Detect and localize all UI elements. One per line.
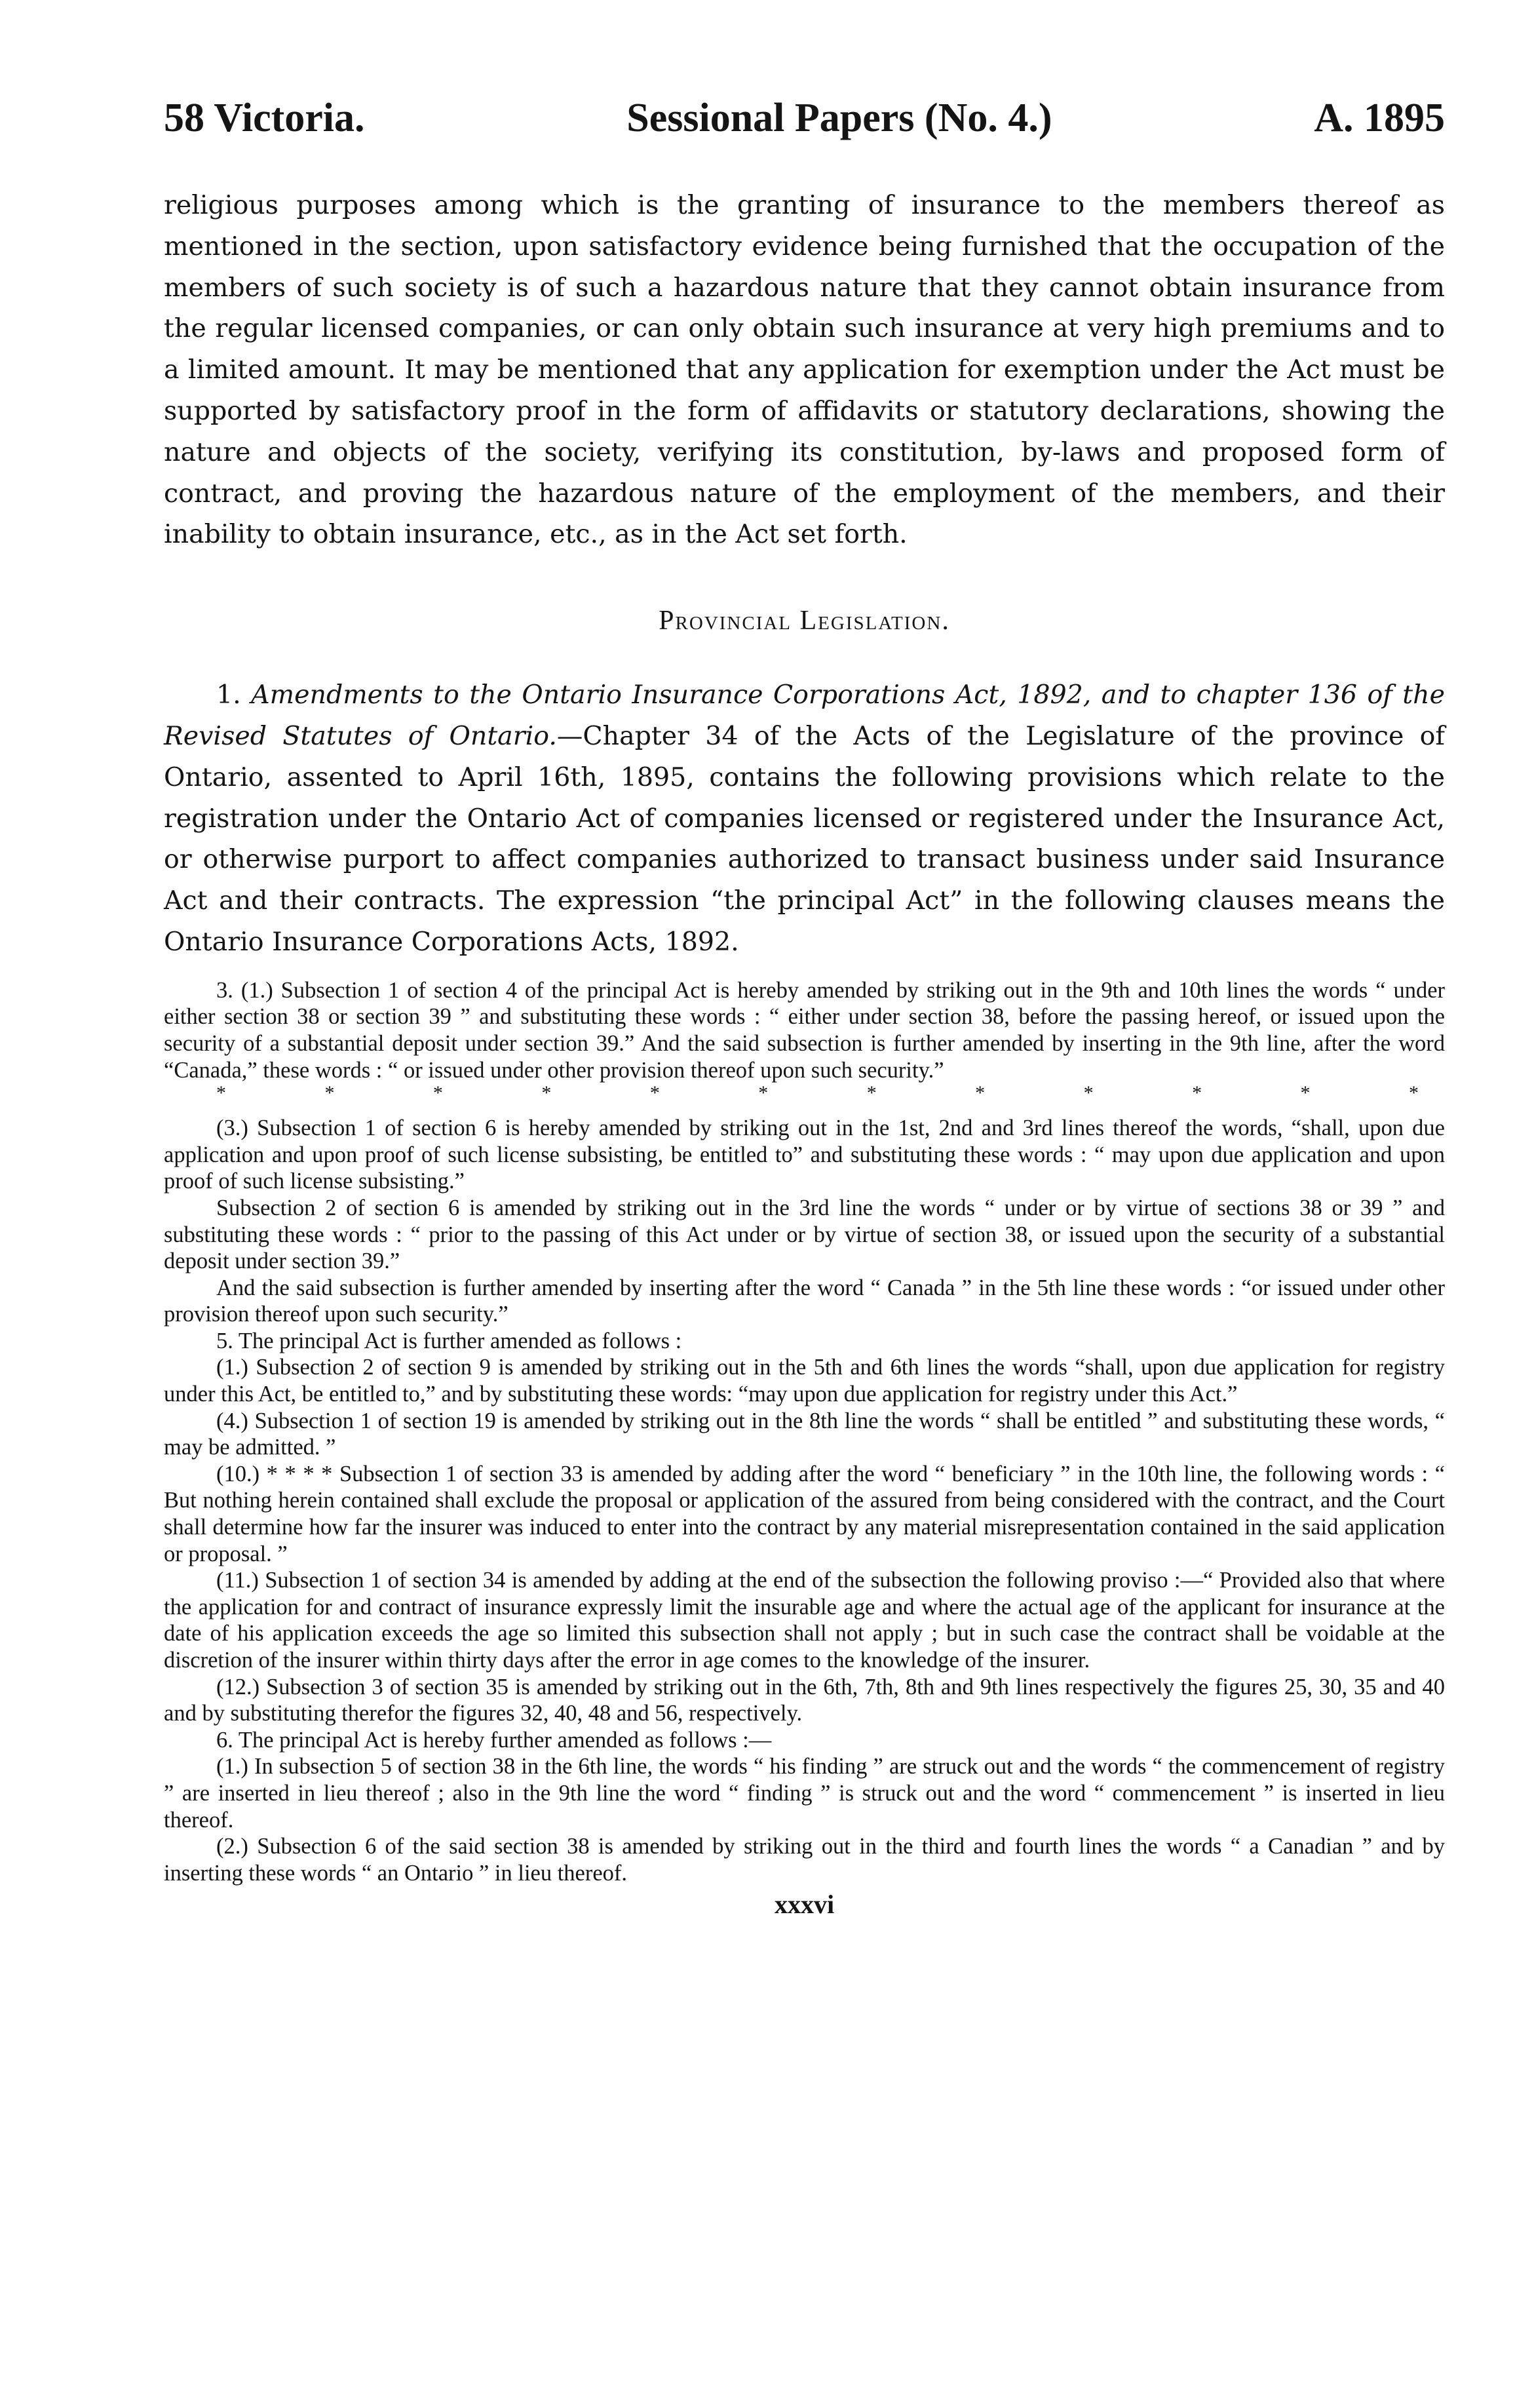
header-year: A. 1895 [1314, 96, 1445, 140]
item-number: 1. [216, 680, 241, 710]
intro-paragraph: religious purposes among which is the granting of insurance to the members thereof as mentioned in the section, upon satisfactory evidence being furnished that the occupation of the members of such society is of such a hazardous nature that they cannot obtain insurance from the regular licensed companies, or can only obtain such insurance at very high premiums and to a limited amount. It may be mentioned that any application for exemption under the Act must be supported by satisfactory proof in the form of affidavits or statutory declarations, showing the nature and objects of the society, verifying its constitution, by-laws and proposed form of contract, and proving the hazardous nature of the employment of the members, and their inability to obtain insurance, etc., as in the Act set forth. [164, 190, 1445, 550]
clause-5-12: (12.) Subsection 3 of section 35 is amended by striking out in the 6th, 7th, 8th and 9th lines respectively the figures 25, 30, 35 and 40 and by substituting therefor the figures 32, 40, 48 and 56, respectively. [164, 1674, 1445, 1726]
star: * [1192, 1082, 1202, 1104]
header-title: Sessional Papers (No. 4.) [626, 96, 1052, 140]
clause-3-subsection-2: Subsection 2 of section 6 is amended by striking out in the 3rd line the words “ under or by virtue of sections 38 or 39 ” and substituting these words : “ prior to the passing of this Act under or by virtue of section 38, or issued upon the security of a substantial deposit under section 39.” [164, 1195, 1445, 1274]
star: * [324, 1082, 335, 1104]
running-header [164, 92, 1445, 144]
clause-5-1: (1.) Subsection 2 of section 9 is amended by striking out in the 5th and 6th lines the words “shall, upon due application for registry under this Act, be entitled to,” and by substituting these words: “may upon due application for registry under this Act.” [164, 1355, 1445, 1407]
star: * [1083, 1082, 1094, 1104]
clause-6: 6. The principal Act is hereby further amended as follows :— [216, 1727, 772, 1753]
clause-3-3: (3.) Subsection 1 of section 6 is hereby amended by striking out in the 1st, 2nd and 3rd lines thereof the words, “shall, upon due application and upon proof of such license subsisting, be entitled to” and substituting these words : “ may upon due application and upon proof of such license subsisting.” [164, 1116, 1445, 1194]
document-page [164, 92, 1445, 1920]
star: * [975, 1082, 986, 1104]
main-body [164, 185, 1445, 963]
page-number: xxxvi [774, 1890, 835, 1920]
section-title: Provincial Legislation. [659, 606, 950, 636]
star: * [649, 1082, 660, 1104]
clauses-block [164, 977, 1445, 1887]
clause-5: 5. The principal Act is further amended as follows : [216, 1328, 682, 1353]
omission-stars [164, 1083, 1445, 1106]
clause-6-2: (2.) Subsection 6 of the said section 38 is amended by striking out in the third and fourth lines the words “ a Canadian ” and by inserting these words “ an Ontario ” in lieu thereof. [164, 1834, 1445, 1886]
clause-5-11: (11.) Subsection 1 of section 34 is amended by adding at the end of the subsection the following proviso :—“ Provided also that where the application for and contract of insurance expressly limit the insurable age and where the actual age of the applicant for insurance at the date of his application exceeds the age so limited this subsection shall not apply ; but in such case the contract shall be voidable at the discretion of the insurer within thirty days after the error in age comes to the knowledge of the insurer. [164, 1568, 1445, 1673]
clause-3-further: And the said subsection is further amended by inserting after the word “ Canada ” in the 5th line these words : “or issued under other provision thereof upon such security.” [164, 1275, 1445, 1327]
clause-3-1: 3. (1.) Subsection 1 of section 4 of the principal Act is hereby amended by striking out in the 9th and 10th lines the words “ under either section 38 or section 39 ” and substituting these words : “ either under section 38, before the passing hereof, or issued upon the security of a substantial deposit under section 39.” And the said subsection is further amended by inserting in the 9th line, after the word “Canada,” these words : “ or issued under other provision thereof upon such security.” [164, 977, 1445, 1083]
header-volume: 58 Victoria. [164, 96, 365, 140]
item-text: —Chapter 34 of the Acts of the Legislature of the province of Ontario, assented to April 16th, 1895, contains the following provisions which relate to the registration under the Ontario Act of companies licensed or registered under the Insurance Act, or otherwise purport to affect companies authorized to transact business under said Insurance Act and their contracts. The expression “the principal Act” in the following clauses means the Ontario Insurance Corporations Acts, 1892. [164, 720, 1445, 957]
star: * [432, 1082, 443, 1104]
clause-5-10: (10.) * * * * Subsection 1 of section 33 is amended by adding after the word “ beneficiary ” in the 10th line, the following words : “ But nothing herein contained shall exclude the proposal or application of the assured from being considered with the contract, and the Court shall determine how far the insurer was induced to enter into the contract by any material misrepresentation contained in the said application or proposal. ” [164, 1461, 1445, 1566]
clause-5-4: (4.) Subsection 1 of section 19 is amended by striking out in the 8th line the words “ shall be entitled ” and substituting these words, “ may be admitted. ” [164, 1408, 1445, 1460]
item-heading: Amendments to the Ontario Insurance Corporations Act, 1892, and to chapter 136 of the Revised Statutes of Ontario. [164, 680, 1445, 751]
star: * [541, 1082, 552, 1104]
star: * [216, 1082, 226, 1104]
clause-6-1: (1.) In subsection 5 of section 38 in the 6th line, the words “ his finding ” are struck out and the words “ the commencement of registry ” are inserted in lieu thereof ; also in the 9th line the word “ finding ” is struck out and the word “ commencement ” is inserted in lieu thereof. [164, 1754, 1445, 1833]
star: * [1408, 1082, 1419, 1104]
amendment-item-1 [164, 674, 1445, 963]
star: * [1300, 1082, 1311, 1104]
star: * [866, 1082, 877, 1104]
star: * [758, 1082, 769, 1104]
